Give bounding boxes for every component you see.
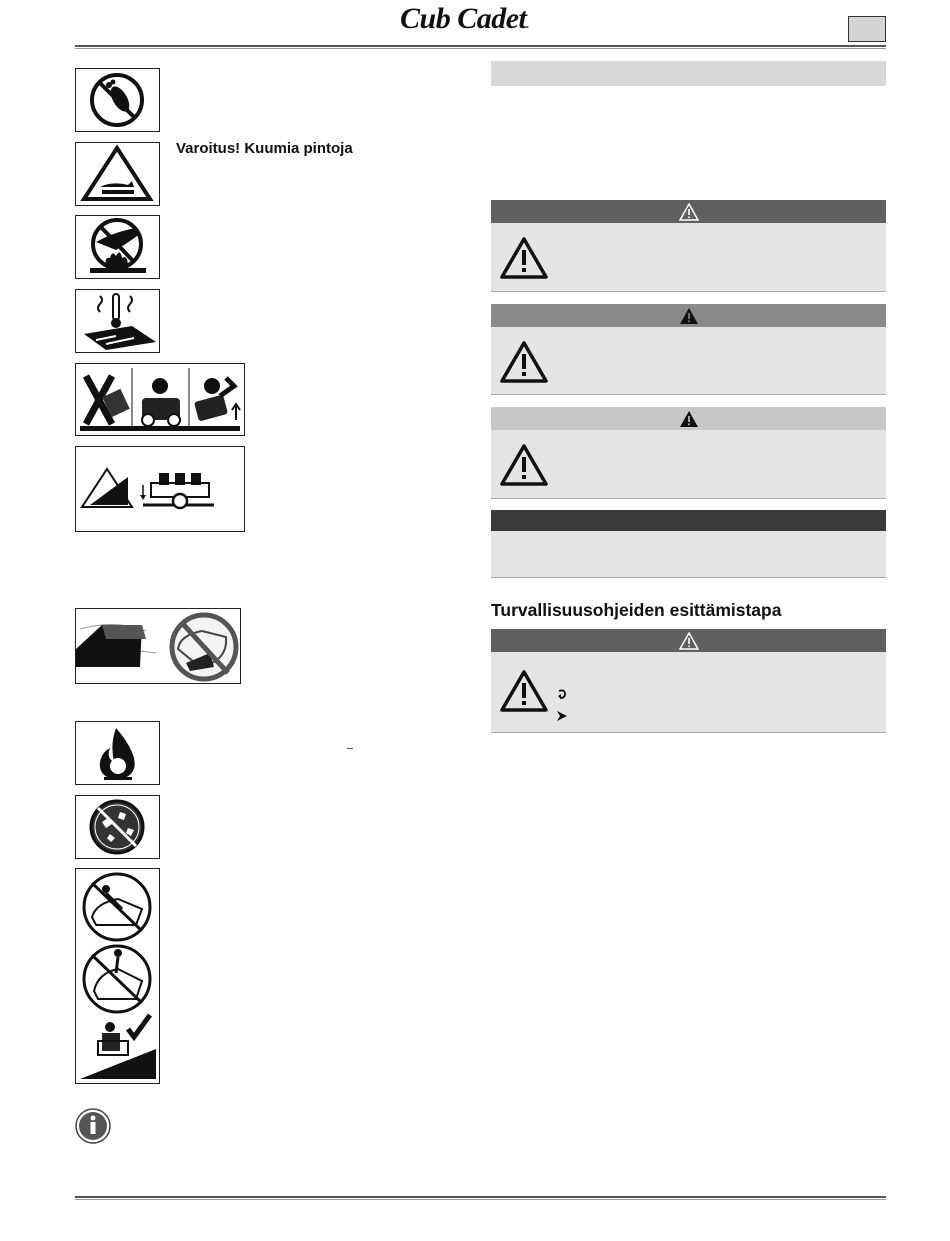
footer-rule-thin xyxy=(75,1199,886,1200)
slope-riding-icon xyxy=(75,868,160,1084)
page-number-box xyxy=(848,16,886,42)
footer-rule xyxy=(75,1196,886,1198)
no-debris-icon xyxy=(75,795,160,859)
example-panel-body xyxy=(491,652,886,733)
header-rule xyxy=(75,45,886,47)
hot-surface-warning-icon xyxy=(75,142,160,206)
hot-temperature-icon xyxy=(75,289,160,353)
header-rule-thin xyxy=(75,48,886,49)
warning-triangle-icon xyxy=(679,632,699,650)
warning-triangle-icon xyxy=(499,443,549,487)
warning-triangle-icon xyxy=(499,236,549,280)
warning-panel-body xyxy=(491,327,886,395)
warning-triangle-icon xyxy=(499,669,549,713)
caution-panel-header xyxy=(491,407,886,430)
example-panel-header xyxy=(491,629,886,652)
brand-name: Cub Cadet xyxy=(400,2,527,35)
notice-panel-header xyxy=(491,510,886,531)
warning-triangle-icon xyxy=(679,203,699,221)
danger-panel-body xyxy=(491,223,886,292)
no-deck-icon xyxy=(75,608,241,684)
note-header-bar xyxy=(491,61,886,86)
hot-surfaces-warning-text: Varoitus! Kuumia pintoja xyxy=(176,140,353,157)
warning-panel-header xyxy=(491,304,886,327)
brand-trademark: . xyxy=(526,20,529,31)
pointer-arrow-icon xyxy=(556,688,568,700)
section-heading: Turvallisuusohjeiden esittämistapa xyxy=(491,600,782,620)
notice-panel-body xyxy=(491,531,886,578)
danger-panel-header xyxy=(491,200,886,223)
slope-weight-icon xyxy=(75,446,245,532)
flammable-icon xyxy=(75,721,160,785)
warning-triangle-icon xyxy=(679,410,699,428)
warning-triangle-icon xyxy=(679,307,699,325)
caution-panel-body xyxy=(491,430,886,499)
tipping-tractor-icon xyxy=(75,363,245,436)
small-dash-mark xyxy=(347,748,353,749)
no-hand-fire-icon xyxy=(75,215,160,279)
brand-logo xyxy=(400,2,528,36)
warning-triangle-icon xyxy=(499,340,549,384)
no-foot-icon xyxy=(75,68,160,132)
action-arrow-icon xyxy=(556,710,568,722)
info-icon xyxy=(75,1108,111,1144)
